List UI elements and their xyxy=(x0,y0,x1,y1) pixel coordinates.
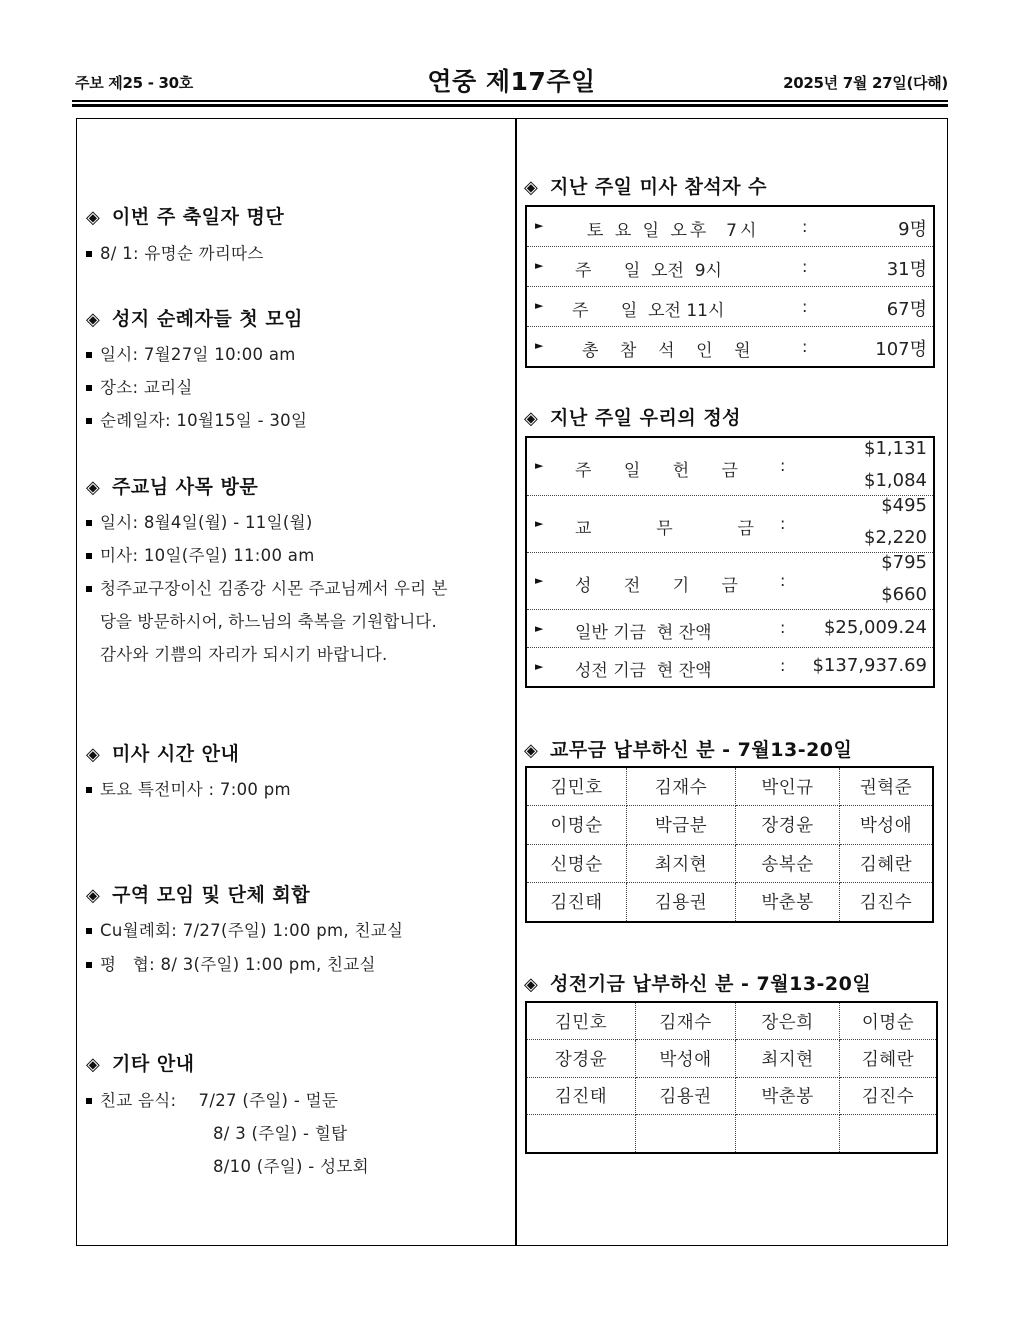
diamond-icon: ◈ xyxy=(86,744,101,765)
name-cell: 김혜란 xyxy=(840,1040,936,1077)
section-title-text: 성지 순례자들 첫 모임 xyxy=(112,308,304,330)
colon: : xyxy=(802,297,808,316)
offering-row xyxy=(527,438,933,496)
colon: : xyxy=(780,656,786,675)
building-fund-grid xyxy=(525,1001,938,1154)
attendance-label: 주 일 오전 9시 xyxy=(575,261,722,281)
name-cell: 장은희 xyxy=(736,1003,840,1040)
name-cell: 송복순 xyxy=(736,845,840,883)
name-cell: 김민호 xyxy=(527,768,627,806)
diamond-icon: ◈ xyxy=(524,740,539,761)
item-text: 청주교구장이신 김종강 시몬 주교님께서 우리 본 xyxy=(100,579,448,598)
section-title-pilgrimage xyxy=(86,304,303,331)
bullet-icon xyxy=(86,586,92,592)
item-text: 장소: 교리실 xyxy=(100,378,193,397)
name-cell: 김용권 xyxy=(627,883,736,921)
arrow-icon: ► xyxy=(535,259,544,272)
attendance-row xyxy=(527,207,933,247)
name-cell: 김혜란 xyxy=(840,845,932,883)
name-cell: 김재수 xyxy=(627,768,736,806)
section-title-text: 미사 시간 안내 xyxy=(112,743,240,765)
offering-value: $495 xyxy=(881,495,927,516)
section-title-attendance xyxy=(524,172,767,199)
offering-row xyxy=(527,610,933,648)
issue-number: 주보 제25 - 30호 xyxy=(75,74,194,92)
empty-cell xyxy=(736,1115,840,1152)
name-cell: 권혁준 xyxy=(840,768,932,806)
section-title-diocesan-fee xyxy=(524,735,852,762)
item-text: 평 협: 8/ 3(주일) 1:00 pm, 친교실 xyxy=(100,955,376,974)
section-title-other xyxy=(86,1049,195,1076)
offering-value: $2,220 xyxy=(864,527,927,548)
offering-label: 성전 기금 현 잔액 xyxy=(575,661,712,681)
name-cell: 박금분 xyxy=(627,806,736,844)
arrow-icon: ► xyxy=(535,574,544,587)
colon: : xyxy=(780,456,786,475)
item-text: 일시: 7월27일 10:00 am xyxy=(100,345,296,364)
attendance-value: 107명 xyxy=(875,339,927,360)
section-title-offering xyxy=(524,403,741,430)
name-cell: 박춘봉 xyxy=(736,1078,840,1115)
offering-label: 성 전 기 금 xyxy=(575,576,738,596)
offering-value: $25,009.24 xyxy=(823,617,927,638)
name-cell: 최지현 xyxy=(627,845,736,883)
attendance-label: 주 일 오전 11시 xyxy=(572,301,725,321)
attendance-label: 총 참 석 인 원 xyxy=(582,341,751,361)
item-text: 순례일자: 10월15일 - 30일 xyxy=(100,411,308,430)
section-title-text: 구역 모임 및 단체 회합 xyxy=(112,884,311,906)
group-meeting-item xyxy=(86,951,376,975)
colon: : xyxy=(802,337,808,356)
name-cell: 박성애 xyxy=(840,806,932,844)
pilgrimage-item xyxy=(86,407,307,431)
diamond-icon: ◈ xyxy=(524,408,539,429)
empty-cell xyxy=(840,1115,936,1152)
pilgrimage-item xyxy=(86,374,193,398)
bullet-icon xyxy=(86,928,92,934)
bulletin-date: 2025년 7월 27일(다해) xyxy=(783,74,948,92)
name-cell: 박인규 xyxy=(736,768,840,806)
name-cell: 이명순 xyxy=(840,1003,936,1040)
arrow-icon: ► xyxy=(535,339,544,352)
item-text: Cu월례회: 7/27(주일) 1:00 pm, 친교실 xyxy=(100,921,404,940)
attendance-row xyxy=(527,247,933,287)
offering-value: $660 xyxy=(881,584,927,605)
bullet-icon xyxy=(86,418,92,424)
diocesan-fee-grid xyxy=(525,766,934,923)
item-text: 친교 음식: 7/27 (주일) - 멀둔 xyxy=(100,1091,339,1110)
bullet-icon xyxy=(86,553,92,559)
offering-value: $137,937.69 xyxy=(812,655,927,676)
bullet-icon xyxy=(86,520,92,526)
offering-row xyxy=(527,553,933,610)
other-continuation: 8/10 (주일) - 성모회 xyxy=(213,1157,369,1176)
name-cell: 장경윤 xyxy=(736,806,840,844)
name-cell: 김재수 xyxy=(636,1003,736,1040)
diamond-icon: ◈ xyxy=(86,885,101,906)
item-text: 미사: 10일(주일) 11:00 am xyxy=(100,546,315,565)
arrow-icon: ► xyxy=(535,299,544,312)
section-title-text: 성전기금 납부하신 분 - 7월13-20일 xyxy=(550,973,872,995)
diamond-icon: ◈ xyxy=(86,477,101,498)
empty-cell xyxy=(636,1115,736,1152)
name-cell: 김진태 xyxy=(527,883,627,921)
arrow-icon: ► xyxy=(535,622,544,635)
section-title-text: 주교님 사목 방문 xyxy=(112,476,259,498)
arrow-icon: ► xyxy=(535,459,544,472)
bullet-icon xyxy=(86,352,92,358)
diamond-icon: ◈ xyxy=(86,309,101,330)
bulletin-header xyxy=(75,62,948,102)
name-cell: 이명순 xyxy=(527,806,627,844)
name-cell: 박성애 xyxy=(636,1040,736,1077)
offering-value: $1,084 xyxy=(864,470,927,491)
colon: : xyxy=(780,514,786,533)
header-rule-thick xyxy=(72,104,948,107)
attendance-value: 67명 xyxy=(886,299,927,320)
attendance-row xyxy=(527,327,933,365)
name-cell: 김용권 xyxy=(636,1078,736,1115)
attendance-row xyxy=(527,287,933,327)
colon: : xyxy=(780,571,786,590)
bullet-icon xyxy=(86,787,92,793)
arrow-icon: ► xyxy=(535,660,544,673)
feast-item xyxy=(86,240,264,264)
offering-label: 주 일 헌 금 xyxy=(575,461,738,481)
diamond-icon: ◈ xyxy=(86,1054,101,1075)
colon: : xyxy=(802,257,808,276)
offering-row xyxy=(527,496,933,553)
attendance-label: 토 요 일 오후 7시 xyxy=(587,221,760,241)
offering-row xyxy=(527,648,933,685)
header-rule-thin xyxy=(72,100,948,102)
section-title-bishop-visit xyxy=(86,472,258,499)
other-continuation: 8/ 3 (주일) - 힐탑 xyxy=(213,1124,348,1143)
bishop-item xyxy=(86,542,315,566)
section-title-feast xyxy=(86,202,284,229)
name-cell: 신명순 xyxy=(527,845,627,883)
section-title-text: 지난 주일 미사 참석자 수 xyxy=(550,176,767,198)
item-text: 토요 특전미사 : 7:00 pm xyxy=(100,780,291,799)
diamond-icon: ◈ xyxy=(86,207,101,228)
section-title-text: 교무금 납부하신 분 - 7월13-20일 xyxy=(550,739,853,761)
bishop-continuation: 당을 방문하시어, 하느님의 축복을 기원합니다. xyxy=(100,612,437,631)
name-cell: 장경윤 xyxy=(527,1040,636,1077)
group-meeting-item xyxy=(86,917,403,941)
offering-value: $1,131 xyxy=(864,438,927,459)
bishop-item xyxy=(86,509,313,533)
bullet-icon xyxy=(86,1098,92,1104)
diamond-icon: ◈ xyxy=(524,177,539,198)
item-text: 8/ 1: 유명순 까리따스 xyxy=(100,244,264,263)
arrow-icon: ► xyxy=(535,517,544,530)
bishop-continuation: 감사와 기쁨의 자리가 되시기 바랍니다. xyxy=(100,645,388,664)
colon: : xyxy=(780,618,786,637)
name-cell: 김민호 xyxy=(527,1003,636,1040)
section-title-text: 기타 안내 xyxy=(112,1053,195,1075)
section-title-mass-times xyxy=(86,739,239,766)
name-cell: 최지현 xyxy=(736,1040,840,1077)
arrow-icon: ► xyxy=(535,219,544,232)
empty-cell xyxy=(527,1115,636,1152)
section-title-group-meetings xyxy=(86,880,310,907)
colon: : xyxy=(802,217,808,236)
offering-label: 일반 기금 현 잔액 xyxy=(575,623,712,643)
name-cell: 김진수 xyxy=(859,893,913,914)
bullet-icon xyxy=(86,385,92,391)
name-cell: 김진수 xyxy=(840,1078,936,1115)
item-text: 일시: 8월4일(월) - 11일(월) xyxy=(100,513,313,532)
name-cell: 김진태 xyxy=(527,1078,636,1115)
bishop-item xyxy=(86,575,448,599)
diamond-icon: ◈ xyxy=(524,974,539,995)
pilgrimage-item xyxy=(86,341,296,365)
attendance-value: 31명 xyxy=(886,259,927,280)
bullet-icon xyxy=(86,251,92,257)
section-title-text: 이번 주 축일자 명단 xyxy=(112,206,285,228)
mass-time-item xyxy=(86,776,291,800)
column-divider xyxy=(515,118,517,1246)
offering-table xyxy=(525,436,935,688)
bullet-icon xyxy=(86,962,92,968)
section-title-building-fund xyxy=(524,969,871,996)
attendance-table xyxy=(525,205,935,368)
other-item xyxy=(86,1087,338,1111)
offering-value: $795 xyxy=(881,552,927,573)
attendance-value: 9명 xyxy=(898,219,927,240)
offering-label: 교 무 금 xyxy=(575,519,754,539)
section-title-text: 지난 주일 우리의 정성 xyxy=(550,407,742,429)
name-cell: 박춘봉 xyxy=(736,883,840,921)
page-title: 연중 제17주일 xyxy=(427,67,596,96)
